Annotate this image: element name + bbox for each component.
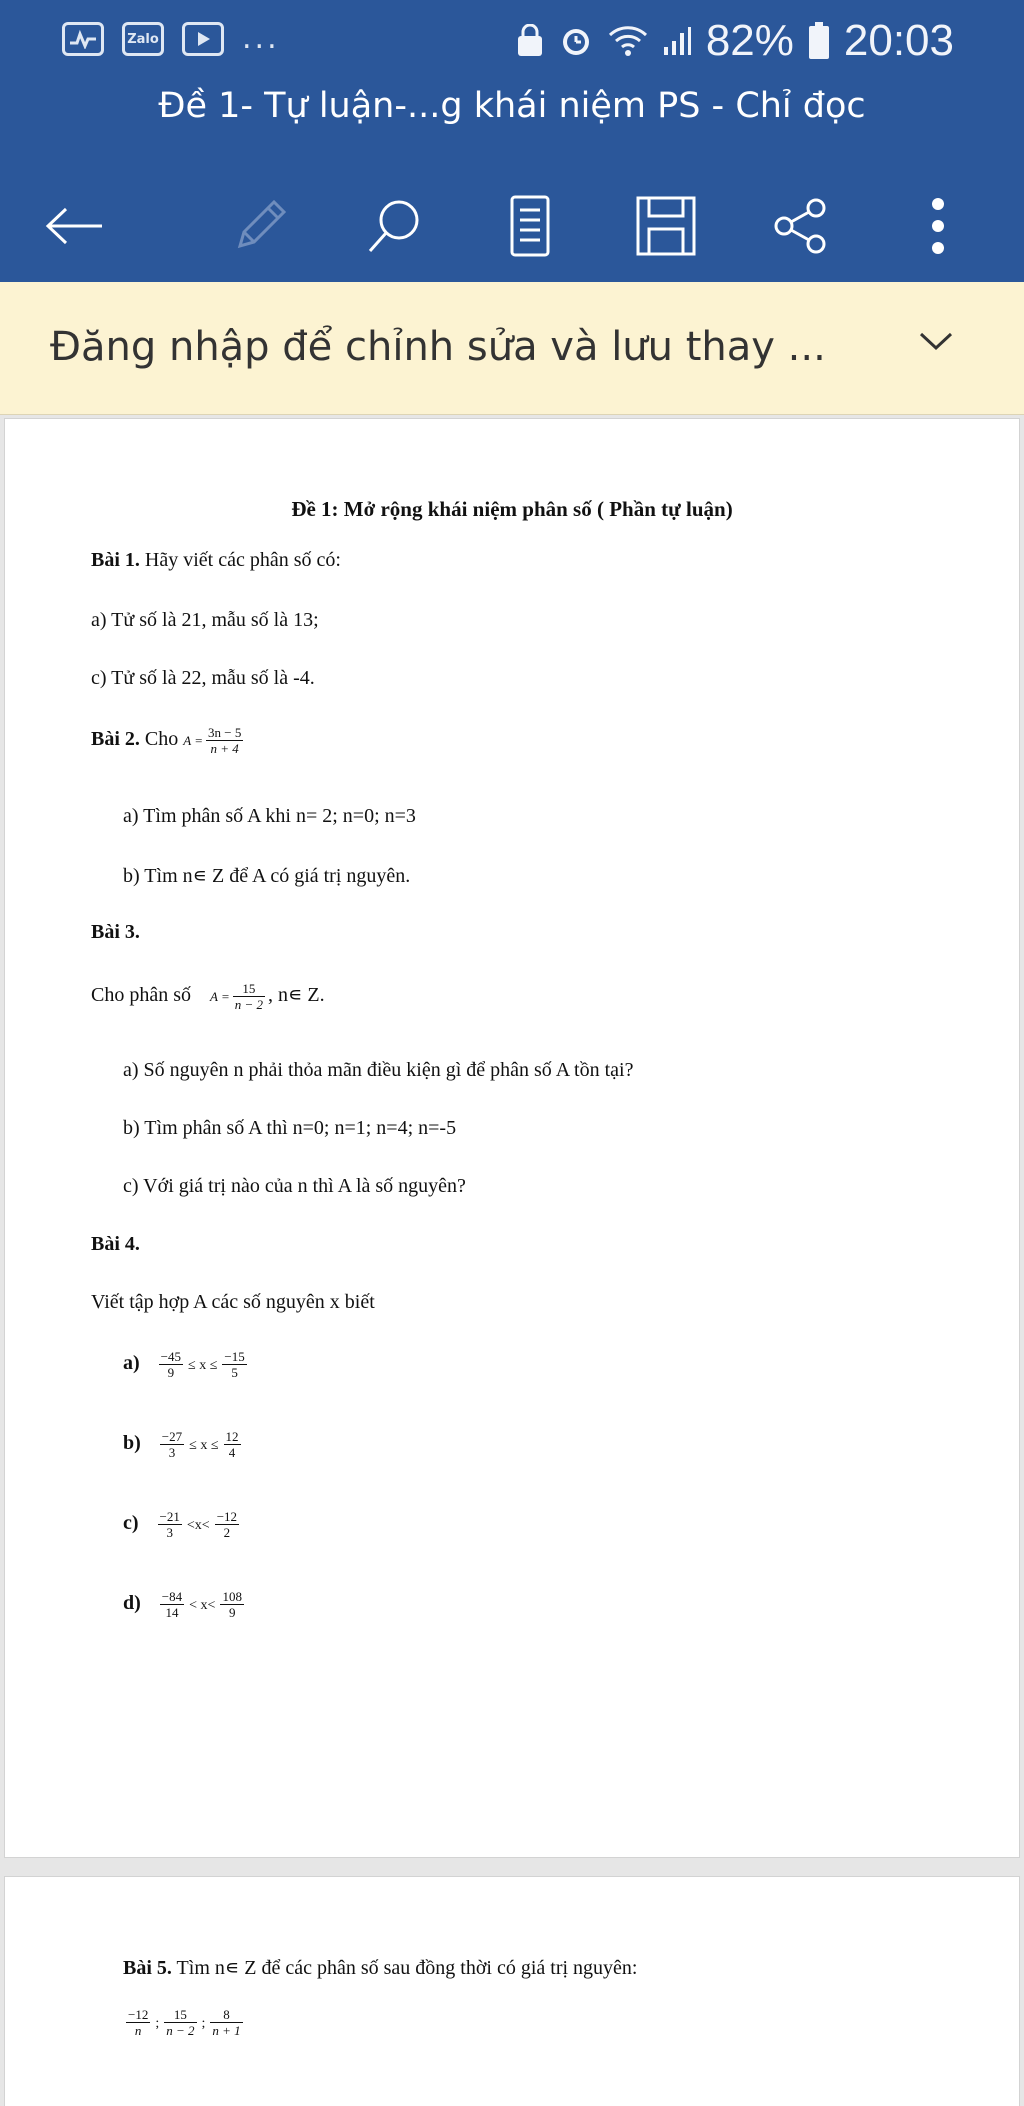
frac-num: −12 [216, 1509, 238, 1524]
more-notifications-icon: ... [242, 21, 280, 56]
bai2-fraction-den: n + 4 [210, 741, 239, 756]
battery-percent: 82% [705, 16, 794, 65]
share-icon [770, 196, 830, 256]
bai5-text: Tìm n∊ Z để các phân số sau đồng thời có giá trị nguyên: [171, 1957, 638, 1979]
bai2-formula-lhs: A = [183, 733, 203, 749]
bai5-sep: ; [155, 2016, 160, 2032]
sign-in-banner[interactable] [0, 282, 1024, 415]
bai4-item-b [123, 1429, 244, 1460]
bai3-fraction-den: n − 2 [234, 997, 264, 1012]
frac-num: 15 [164, 2007, 196, 2023]
bai4-a-frac1 [159, 1349, 183, 1380]
frac-den: 14 [165, 1605, 179, 1620]
bai5-frac-3 [210, 2007, 242, 2038]
bai4-b-op: ≤ x ≤ [189, 1438, 219, 1454]
zalo-icon: Zalo [122, 22, 164, 56]
youtube-icon [182, 22, 224, 56]
bai3-formula-tail: , n∊ Z. [268, 984, 325, 1007]
signal-icon [662, 25, 692, 57]
bai4-item-label: d) [123, 1592, 141, 1615]
frac-num: 12 [225, 1429, 239, 1444]
frac-den: 2 [223, 1525, 231, 1540]
bai4-b-frac1 [160, 1429, 184, 1460]
bai2-title: Bài 2. [91, 728, 140, 751]
bai2-fraction [206, 725, 243, 756]
document-page-1 [4, 418, 1020, 1858]
share-button[interactable] [750, 170, 850, 282]
frac-num: −21 [159, 1509, 180, 1524]
bai3-intro-line [91, 981, 325, 1012]
frac-den: n − 2 [166, 2023, 195, 2038]
bai4-item-label: a) [123, 1352, 140, 1375]
frac-den: 9 [228, 1605, 236, 1620]
system-status [516, 16, 954, 66]
frac-num: −84 [161, 1589, 183, 1604]
back-button[interactable] [24, 170, 124, 282]
frac-den: 3 [168, 1445, 176, 1460]
bai4-c-op: <x< [186, 1518, 210, 1534]
bai4-title [91, 1233, 140, 1256]
frac-num: −45 [160, 1349, 182, 1364]
bai4-d-op: < x< [189, 1598, 216, 1614]
doc-heading: Đề 1: Mở rộng khái niệm phân số ( Phần tự luận) [291, 497, 733, 521]
bai1-title: Bài 1. [91, 549, 140, 571]
frac-num: 8 [210, 2007, 242, 2023]
bai3-fraction-num: 15 [233, 981, 265, 997]
bai4-item-label: b) [123, 1432, 141, 1455]
more-button[interactable] [888, 170, 988, 282]
frac-den: 5 [231, 1365, 238, 1380]
bai4-item-c [123, 1509, 242, 1540]
bai5-frac-1 [126, 2007, 150, 2038]
bai2-a: a) Tìm phân số A khi n= 2; n=0; n=3 [123, 805, 416, 827]
frac-num: 108 [222, 1589, 242, 1604]
search-button[interactable] [345, 170, 445, 282]
bai4-d-frac2 [220, 1589, 244, 1620]
bai2-fraction-num: 3n − 5 [207, 725, 242, 740]
bai4-a-frac2 [222, 1349, 246, 1380]
bai4-item-a [123, 1349, 250, 1380]
bai3-c: c) Với giá trị nào của n thì A là số nguyên? [123, 1175, 466, 1197]
bai4-c-frac1 [158, 1509, 182, 1540]
activity-icon [62, 22, 104, 56]
bai1-text: Hãy viết các phân số có: [139, 549, 341, 571]
bai4-c-frac2 [215, 1509, 239, 1540]
frac-num: −27 [161, 1429, 183, 1444]
bai4-d-frac1 [160, 1589, 184, 1620]
bai3-formula-lhs: A = [210, 989, 230, 1005]
bai3-b: b) Tìm phân số A thì n=0; n=1; n=4; n=-5 [123, 1117, 457, 1139]
bai3-a: a) Số nguyên n phải thỏa mãn điều kiện gì để phân số A tồn tại? [123, 1059, 634, 1081]
bai2-text: Cho [139, 728, 179, 751]
status-bar [0, 0, 1024, 84]
frac-den: 9 [167, 1365, 175, 1380]
frac-num: −12 [128, 2007, 149, 2022]
bai5-title: Bài 5. [123, 1957, 172, 1979]
recycle-lock-icon [516, 24, 544, 58]
chevron-down-icon [918, 330, 954, 352]
edit-pencil-icon [230, 196, 290, 256]
clock-time: 20:03 [843, 16, 954, 65]
bai4-a-op: ≤ x ≤ [188, 1358, 218, 1374]
bai4-item-label: c) [123, 1512, 139, 1535]
expand-banner-button[interactable] [918, 330, 954, 356]
frac-den: n [134, 2023, 142, 2038]
notification-icons [62, 22, 280, 56]
document-page-2 [4, 1876, 1020, 2106]
battery-icon [808, 22, 830, 60]
bai2-b: b) Tìm n∊ Z để A có giá trị nguyên. [123, 865, 411, 887]
bai5-sep: ; [201, 2016, 206, 2032]
reading-view-button[interactable] [480, 170, 580, 282]
search-icon [365, 196, 425, 256]
more-vertical-icon [930, 196, 946, 256]
bai5-prompt [123, 1955, 637, 1980]
bai5-frac-2 [164, 2007, 196, 2038]
bai3-title [91, 921, 140, 944]
frac-den: 4 [228, 1445, 236, 1460]
frac-den: n + 1 [212, 2023, 241, 2038]
bai4-title-text: Bài 4. [91, 1233, 140, 1255]
bai3-fraction [233, 981, 265, 1012]
bai3-title-text: Bài 3. [91, 921, 140, 943]
wifi-icon [608, 25, 648, 57]
back-arrow-icon [44, 206, 104, 246]
alarm-icon [558, 23, 594, 59]
bai1-c: c) Tử số là 22, mẫu số là -4. [91, 667, 315, 689]
bai1-a: a) Tử số là 21, mẫu số là 13; [91, 609, 319, 631]
bai4-item-d [123, 1589, 247, 1620]
toolbar [0, 170, 1024, 282]
bai2-prompt [91, 725, 246, 756]
title-bar [0, 84, 1024, 184]
bai4-b-frac2 [224, 1429, 241, 1460]
frac-num: −15 [224, 1349, 245, 1364]
bai4-intro: Viết tập hợp A các số nguyên x biết [91, 1291, 375, 1313]
bai1-prompt [91, 549, 341, 572]
bai3-intro: Cho phân số [91, 984, 191, 1007]
document-title: Đề 1- Tự luận-...g khái niệm PS - Chỉ đọc [158, 86, 866, 126]
save-button[interactable] [616, 170, 716, 282]
bai5-fractions [123, 2007, 246, 2038]
edit-button[interactable] [210, 170, 310, 282]
sign-in-banner-text[interactable]: Đăng nhập để chỉnh sửa và lưu thay ... [50, 324, 826, 370]
frac-den: 3 [166, 1525, 173, 1540]
save-icon [635, 195, 697, 257]
reading-view-icon [508, 194, 552, 258]
